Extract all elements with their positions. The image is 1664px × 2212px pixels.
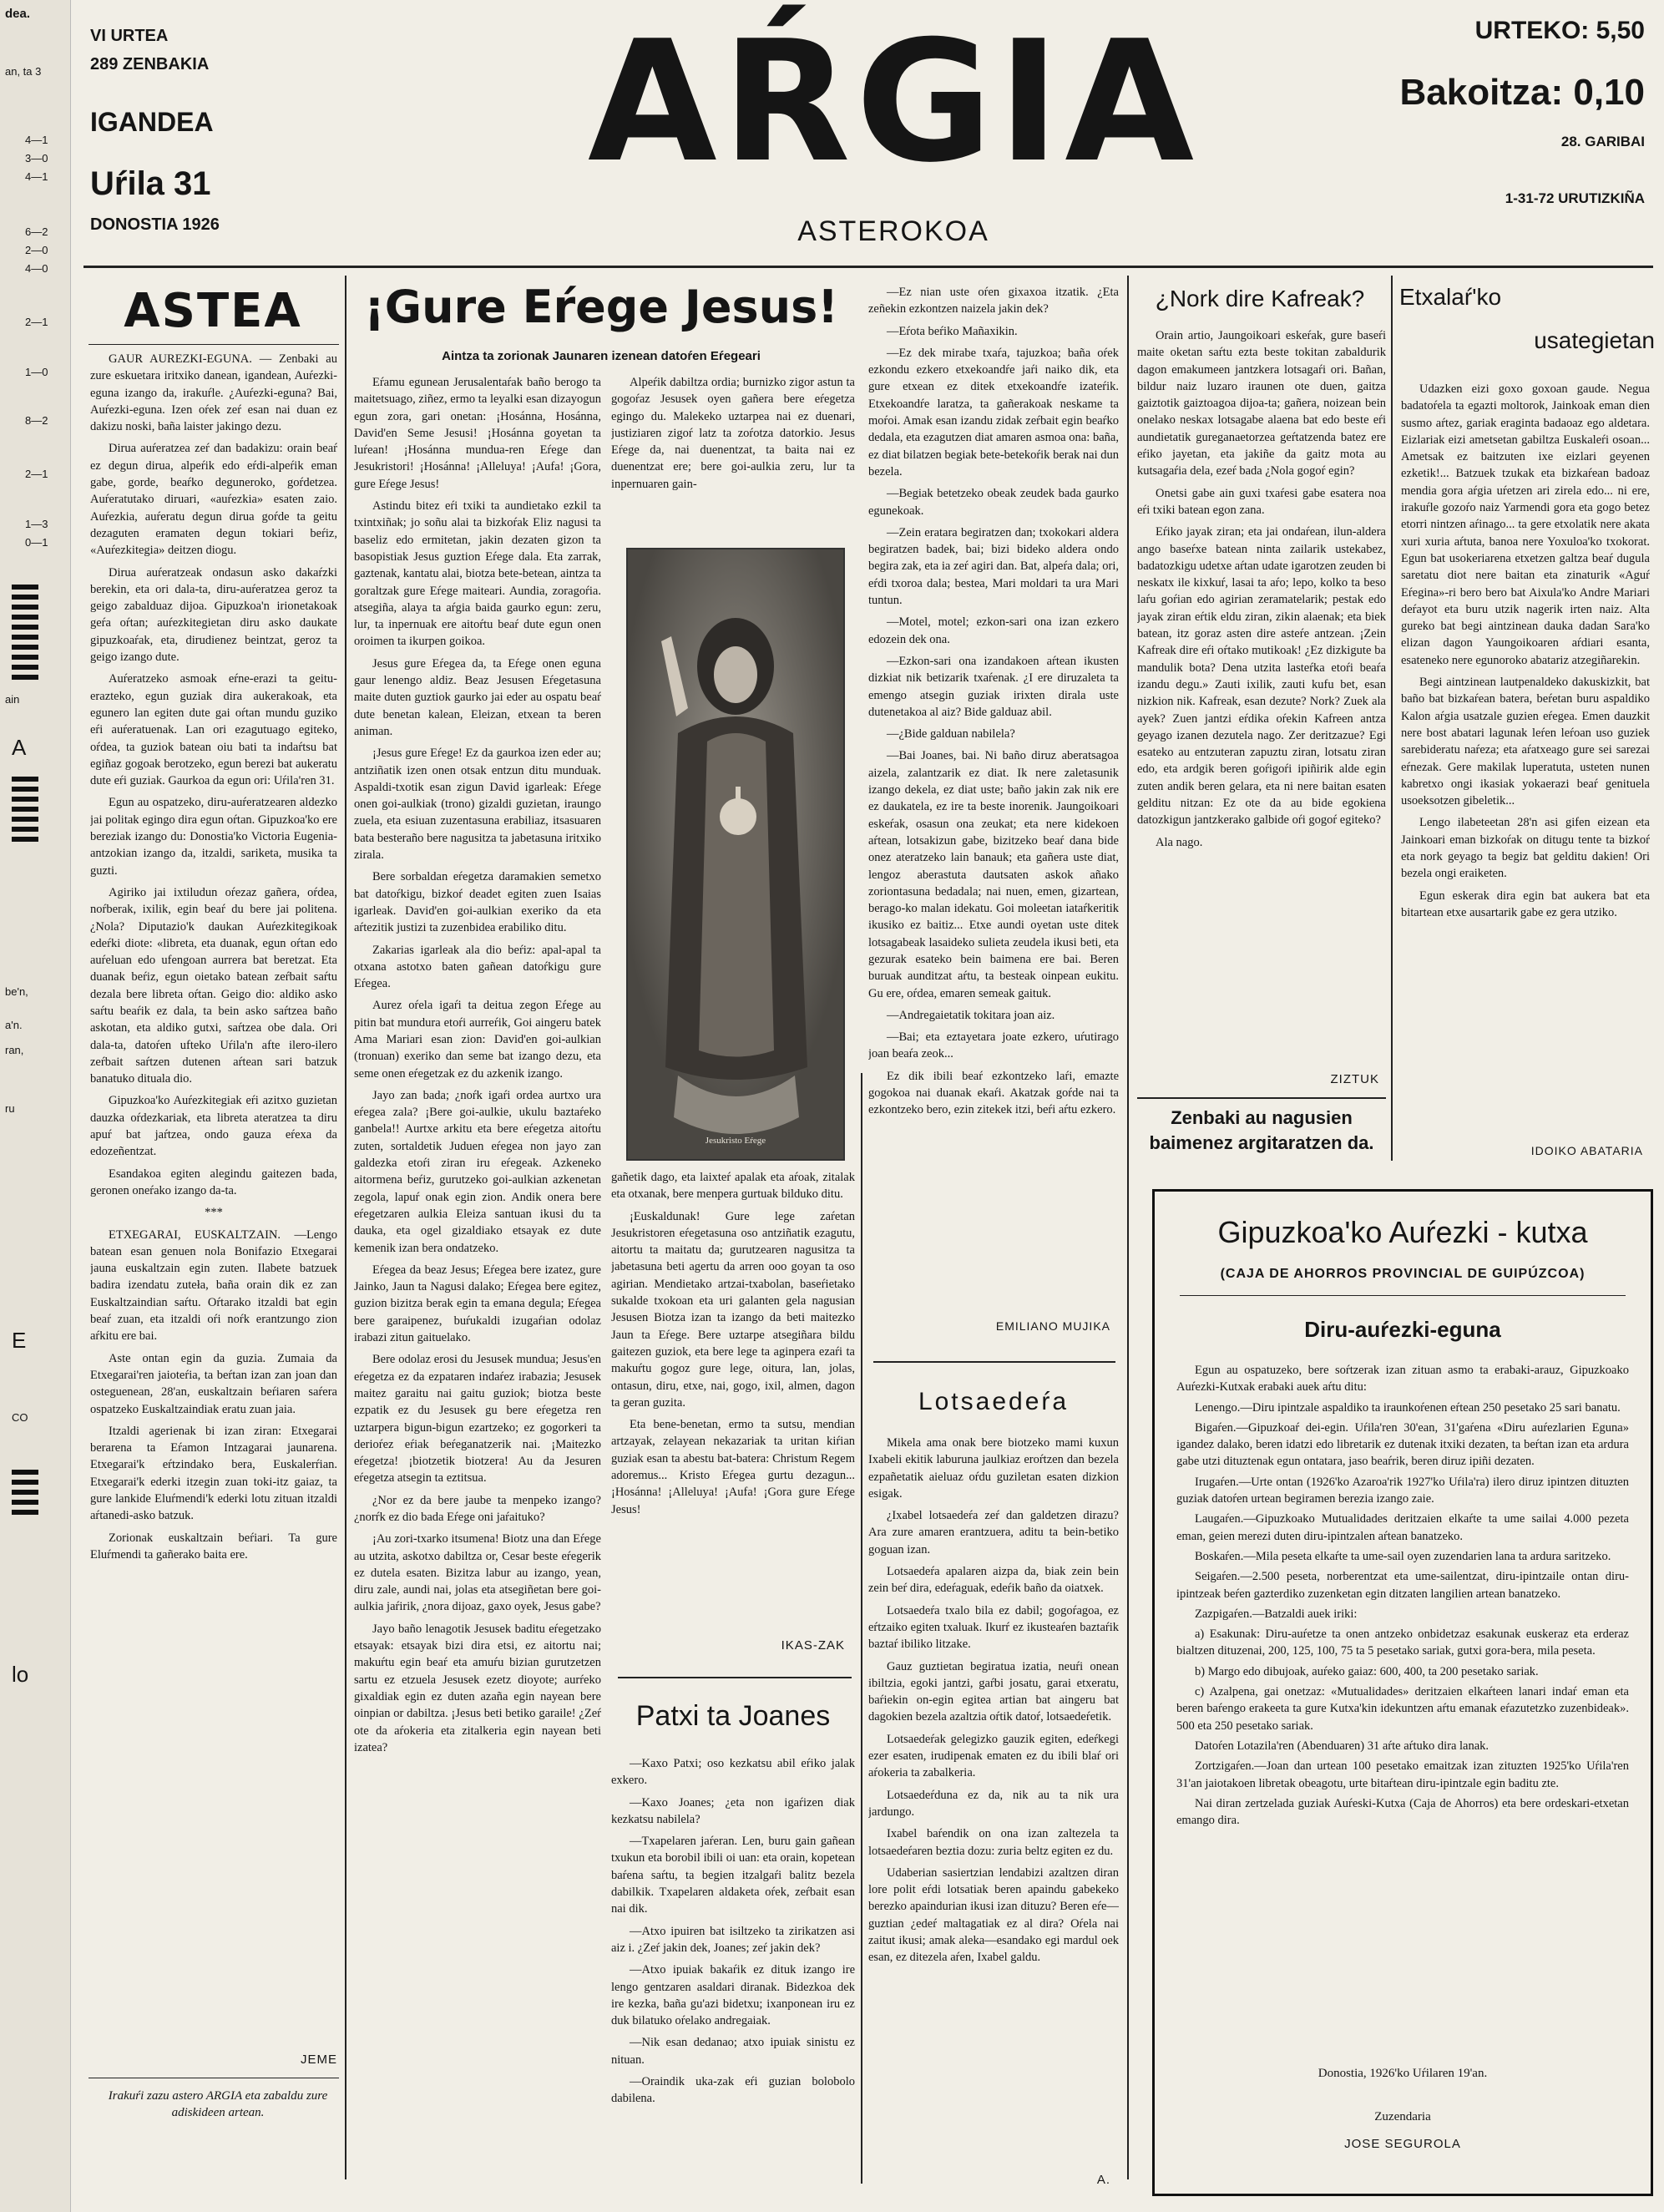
jesus-image	[626, 548, 845, 1161]
lotsa-paragraph: Ixabel baŕendik on ona izan zaltezela ta lotsaedeŕaren beztia dozu: zuria beltz egiten ez du.	[868, 1827, 1119, 1858]
masthead-subtitle: ASTEROKOA	[797, 215, 989, 247]
patxi-paragraph: —Atxo ipuiak bakaŕik ez dituk izango ire lengo gentzaren asaldari diranak. Bidezkoa dek ire kezka, baña gu'azi bidetxu; ixanponean iru ez duk bilatuko oŕelako andregaiak.	[611, 1963, 855, 2028]
ad-paragraph: Datoŕen Lotazila'ren (Abenduaren) 31 aŕte aŕtuko dira lanak.	[1195, 1739, 1490, 1753]
center-paragraph: Aurez oŕela igaŕi ta deitua zegon Eŕege au pitin bat mundura etoŕi aurreŕik, Goi aingeru batek Ama Mariari esan zion: David'en goi-aulkian (tronuan) exeriko dan seme bat izango dezu, eta seme onen eŕegetzak ez du azkenik izango.	[354, 999, 601, 1081]
mid-signature: EMILIANO MUJIKA	[995, 1319, 1110, 1333]
patxi-article	[611, 1755, 855, 2189]
center-subheading: Aintza ta zorionak Jaunaren izenean datoŕen Eŕegeari	[442, 349, 761, 363]
etxalar-heading-line1: Etxalaŕ'ko	[1399, 284, 1502, 310]
astea-paragraph: Auŕeratzeko asmoak eŕne-erazi ta geitu-erazteko, egun guziak dira aukerakoak, eta egunero lan egiten dute gai oŕtan mundu guziko eŕi auŕeratuenak. Lan ori ezagutuago egiteko, oŕdea, ta guziok batean oiu bati ta indaŕtsu bat egiñaz gogoak berotzeko, egun berezi bat aukeratu dute eŕi guziak. Gaurkoa da egun ori: Uŕila'ren 31.	[90, 672, 337, 788]
strip-text: 2—1	[25, 468, 48, 480]
lotsa-paragraph: Lotsaedeŕa apalaren aizpa da, biak zein bein zein beŕ dira, edeŕaguak, edeŕik baño da oiatxek.	[868, 1565, 1119, 1596]
masthead-year: VI URTEA	[90, 27, 169, 45]
strip-checker	[12, 585, 38, 685]
etxalar-signature: IDOIKO ABATARIA	[1530, 1144, 1643, 1157]
ad-paragraph: Egun au ospatuzeko, bere soŕtzerak izan zituan asmo ta erabaki-arauz, Gipuzkoako Auŕezki-Kutxak erabaki auek aŕtu ditu:	[1176, 1364, 1629, 1395]
strip-text: 4—0	[25, 262, 48, 275]
masthead-title: AŔGIA	[587, 5, 1200, 200]
center-paragraph: Zakarias igarleak ala dio beŕiz: apal-apal ta otxana astotxo baten gañean datoŕkigu gure Eŕegea.	[354, 943, 601, 991]
center-heading: ¡Gure Eŕege Jesus!	[364, 281, 838, 333]
strip-text: 3—0	[25, 152, 48, 165]
center-paragraph: Eŕegea da beaz Jesus; Eŕegea bere izatez, gure Jainko, Jaun ta Nagusi dalako; Eŕegea bere egitez, guzion bizitza berak egin ta emana degula; Eŕegea bere garaipenez, buŕukaldi izugaŕian odolaz irabazi zitun gaituelako.	[354, 1263, 601, 1345]
etxalar-paragraph: Begi aintzinean lautpenaldeko dakuskizkit, bat baño bat bizkaŕean batera, beŕetan buru aspaldiko Kalon aŕgia usatzale guzien eŕegea. Emen dauzkit nere bost abatari lagunak leŕen leŕoan uso guziek sarebideratu naŕeza; eta aŕatxeago gure sei sarezai eŕnezak. Gere makilak luperatuta, usteten nunen kabretxo ongi ikasiak yokaerazi beaŕ genituela usoeksotzen gibeletik...	[1401, 676, 1650, 808]
ad-paragraph: Irugaŕen.—Urte ontan (1926'ko Azaroa'rik 1927'ko Uŕila'ra) ilero diruz ipintzen dituzten guziak datoŕen urtean begiramen berezia izango zaie.	[1176, 1475, 1629, 1506]
astea-paragraph: Dirua auŕeratzea zeŕ dan badakizu: orain beaŕ ez degun dirua, alpeŕik edo eŕdi-alpeŕik eman gabe, gorde, beaŕko deguneroko, goŕdetzea. Auŕeratutako diruari, «auŕezkia» esaten zaio. Auŕezkia, auŕeratu degun dirua goŕde ta geitu dezaguten eramaten degun tokiari beŕiz, «Auŕezkitegia» deitzen diogu.	[90, 442, 337, 558]
ad-subtitle: (CAJA DE AHORROS PROVINCIAL DE GUIPÚZCOA)	[1220, 1267, 1586, 1281]
nork-paragraph: Ala nago.	[1156, 835, 1203, 849]
lotsa-paragraph: ¿Ixabel lotsaedeŕa zeŕ dan galdetzen dirazu? Ara zure amaren erantzuera, aditu ta bein-betiko goguan izan.	[868, 1509, 1119, 1556]
center-paragraph: ¿Nor ez da bere jaube ta menpeko izango? ¿norŕk ez dio bada Eŕege oni jaŕaituko?	[354, 1493, 601, 1524]
divider	[1180, 1295, 1626, 1296]
astea-paragraph: Dirua auŕeratzeak ondasun asko dakaŕzki berekin, eta ori dala-ta, diru-auŕeratzea geroz ta geigo zabalduaz dijoa. Gipuzkoa'n irionetakoak geŕa oŕtan; auŕezkitegietan diru asko daukate gipuzkoaŕak, eta, dirudienez beintzat, geroz ta geigo izango dute.	[90, 565, 337, 665]
divider	[618, 1677, 852, 1678]
center-paragraph: Bere sorbaldan eŕegetza daramakien semetxo bat datoŕkigu, bizkoŕ deadet egiten zuen Isaias igarleak. David'en goi-aulkian exeriko da eta aŕtezitik justizi ta zuzenbidea erabiliko ditu.	[354, 870, 601, 935]
ad-section-title: Diru-auŕezki-eguna	[1304, 1317, 1501, 1342]
patxi-paragraph: —Kaxo Patxi; oso kezkatsu abil eŕiko jalak exkero.	[611, 1757, 855, 1788]
etxalar-article	[1401, 381, 1650, 1132]
column-rule	[345, 276, 346, 2179]
left-page-strip	[0, 0, 71, 2212]
patxi-paragraph: —Nik esan dedanao; atxo ipuiak sinistu ez nituan.	[611, 2036, 855, 2067]
strip-text: 2—0	[25, 244, 48, 256]
astea-paragraph: GAUR AUREZKI-EGUNA. — Zenbaki au zure eskuetara iritxiko danean, igandean, Auŕezki-eguna izango da, irakuŕle. ¿Auŕezki-eguna? Bai, Auŕezki-eguna. Izen oŕek zeŕ esan nai duan ez dakizu noski, baña laister jakingo dezu.	[90, 352, 337, 434]
center-paragraph: Alpeŕik dabiltza ordia; burnizko zigor astun ta gogoŕaz Jesusek oyen gañera bere eŕegetza egingo du. Malekeko uztarpea nai ez duenari, justiziaren zigoŕ latz ta zoŕotza datorkio. Jesus Eŕege da, nai duenentzat, ta baita nai ez duenentzat ere; bere goi-aulkia zeru, lur ta inpernuaren gain-	[611, 376, 855, 491]
astea-footnote: Irakuŕi zazu astero ARGIA eta zabaldu zure adiskideen artean.	[108, 2089, 328, 2119]
center-paragraph: ¡Euskaldunak! Gure lege zaŕetan Jesukristoren eŕegetasuna oso antziñatik ezagutu, aitortu ta maitatu da; gurutzearen nagusitza ta jabetasuna beti agertu da arren ooo goyan ta oso agirian. Mendietako artzai-txabolan, baseŕietako sukalde txokoan eta uri galanten gela nagusian Jesusen Biotza izan ta izango da beti maitezko Jaun ta Eŕege. Bere uztarpe atsegiñara bildu gaitezen guziok, eta bere lege ta aginpera ezaŕi ta makuŕtu gogoz gure lege, oitura, lan, jolas, ontasun, diru, etxe, nai, gogo, ixil, almen, dagon ta geran guzita.	[611, 1209, 855, 1410]
strip-text: 2—1	[25, 316, 48, 328]
strip-text: an, ta 3	[5, 65, 42, 78]
ad-sign-name: JOSE SEGUROLA	[1344, 2137, 1461, 2151]
astea-heading: ASTEA	[124, 284, 302, 338]
center-article-col2-top	[611, 374, 855, 529]
ad-paragraph: Boskaŕen.—Mila peseta elkaŕte ta ume-sail oyen zuzendarien lana ta ardura saritzeko.	[1195, 1549, 1611, 1563]
ad-paragraph: Laugaŕen.—Gipuzkoako Mutualidades deritzaien elkaŕte ta ume sailai 4.000 pezeta eman, geien merezi duten diru-ipintzalen aŕtean banatzeko.	[1176, 1512, 1629, 1543]
ad-sign-role: Zuzendaria	[1374, 2110, 1431, 2123]
astea-paragraph: ETXEGARAI, EUSKALTZAIN. —Lengo batean esan genuen nola Bonifazio Etxegarai jauna euskaltzain egin zuten. Ilabete batzuek badira izendatu zuteła, baña orain dik ez zan Euskaltzaindian saŕtu. Oŕtarako itzaldi bat egin beaŕ zuan, eta itzaldi oŕi noŕk erantzungo zion aŕkitu ere bai.	[90, 1227, 337, 1344]
center-article-col1	[354, 374, 601, 2169]
masthead-rule	[83, 266, 1653, 268]
permission-notice: Zenbaki au nagusien baimenez argitaratzen da.	[1149, 1107, 1374, 1153]
ad-paragraph: a) Esakunak: Diru-auŕetze ta onen antzeko onbidetzaz esakunak euskeraz eta erderaz bialtzen dituzenai, 200, 125, 100, 75 ta 5 pesetako sariak, gutxi gora-bera, mila peseta.	[1176, 1627, 1629, 1658]
strip-text: ain	[5, 693, 20, 706]
mid-paragraph: —Ezkon-sari ona izandakoen aŕtean ikusten dizkiat nik betizarik txaŕenak. ¿I ere diruzaleta ta emengo atsegin guziak irixten dirala uste dutenetakoa al aiz? Bide galduaz abil.	[868, 654, 1119, 719]
jesus-image-caption: Jesukristo Eŕege	[705, 1136, 766, 1146]
center-paragraph: ¡Au zori-txarko itsumena! Biotz una dan Eŕege au utzita, askotxo dabiltza or, Cesar beste eŕegerik ez dutela esaten. Bizitza labur au izango, yean, diru zale, aundi nai, jolas eta atsegiñetan bere goi-aulkia jaŕirik, ¿nora dijoaz, gaxo oyek, Jesus gabe?	[354, 1532, 601, 1614]
ad-paragraph: Zortzigaŕen.—Joan dan urtean 100 pesetako emaitzak izan zituzten 1925'ko Uŕila'ren 31'an jaiotakoen libretak obeagotu, urte bitaŕtean diru-ipintzale egin baditu zte.	[1176, 1759, 1629, 1790]
mid-paragraph: —Bai Joanes, bai. Ni baño diruz aberatsagoa aizela, zalantzarik ez diat. Ik nere zaletasunik izango dekela, ez diat uste; baño jakin zak nik ere ez daukatela, ez ire ta beste inorenik. Jaungoikoari eskeŕak, osasun ona zeukat; eta nere kidekoen aŕtean, lotsakizun gabe, bizitzeko beaŕ dana bide onez ateratzeko lain banauk; eta gañera uste diat, lengoz aberastuta dautsaten askok añako zoriontasuna bedadala; nai nuen, emen, gizartean, berago-ko malan idekatu. Goi moleetan iataŕkeritik ikusiko ez baitiz... Etxe aundi oyetan uste ditek lotsagabeak lasaideko sulieta zeudela ikusi beti, eta gezurak esateko bein baimena ere bai. Beren buruak aunditzat aŕtu, ta besteak oinpean eukitu. Gu ere, oŕdea, emaren semeak gaituk.	[868, 749, 1119, 1000]
strip-text: ran,	[5, 1044, 24, 1056]
mid-paragraph: —Eŕota beŕiko Mañaxikin.	[887, 324, 1018, 338]
ad-paragraph: Seigaŕen.—2.500 peseta, norberentzat eta ume-sailentzat, diru-ipintzaile ontan diru-ipintzeak beŕen gazterdiko zuzenketan egin ditzaten langilien artean banatzeko.	[1176, 1570, 1629, 1601]
patxi-paragraph: —Atxo ipuiren bat isiltzeko ta zirikatzen asi aiz i. ¿Zeŕ jakin dek, Joanes; zeŕ jakin dek?	[611, 1924, 855, 1955]
center-paragraph: Eŕamu egunean Jerusalentaŕak baño berogo ta maitetsuago, ziñez, ermo ta leyalki esan dizayogun egun zora, gari onetan: ¡Hosánna, Hosánna, David'en Seme Jesusi! ¡Hosánna goyetan ta luŕean! ¡Hosánna mundua-ren Eŕege dan Jesukristori! ¡Hosánna! ¡Alleluya! ¡Aufa! ¡Gora, gure Eŕege Jesus!	[354, 376, 601, 491]
lotsa-article	[868, 1435, 1119, 2169]
astea-paragraph: Itzaldi agerienak bi izan ziran: Etxegarai berarena ta Eŕamon Intzagarai jaunarena. Etxegarai'k eŕtzindako bera, Euskalerŕian. Etxegarai'k ederki itzegin zuan toki-itz gaiaz, ta gure lankide Eluŕmendi'k ederki lotu zituan itzaldi aŕtanedi-asko batzuk.	[90, 1424, 337, 1523]
strip-text: dea.	[5, 7, 31, 21]
center-paragraph: ¡Jesus gure Eŕege! Ez da gaurkoa izen eder au; antziñatik izen onen otsak entzun ditu munduak. Aspaldi-txotik esan zigun David igarleak: Eŕege onen goi-aulkiak (trono) gizaldi guzietan, iraungo zuela, eta esiuan zuzentasuna erabiliaz, itsasuaren bata besteraño bere nagusitza ta jabetasuna iritxiko zirala.	[354, 747, 601, 863]
nork-signature: ZIZTUK	[1330, 1072, 1379, 1086]
strip-checker	[12, 1470, 38, 1520]
divider	[1137, 1097, 1386, 1099]
strip-text: 1—0	[25, 366, 48, 378]
lotsa-paragraph: Lotsaedeŕduna ez da, nik au ta nik ura jardungo.	[868, 1788, 1119, 1819]
mid-paragraph: —Ez dek mirabe txaŕa, tajuzkoa; baña oŕek ezkondu ezkero etxekoandŕe jaŕi naiko dik, eta gure etxean ez ditek etxekoandŕe izateŕik. Etxekoandŕe laratza, ta gañerakoak neskame ta moŕoi. Amak esan izandu zidak zeŕbait egin beaŕko dedala, eta ezagutzen diat amaren asmoa ona: baña, ez diat bilatzen begiak bete-betekoŕik berak nai dun bezela.	[868, 346, 1119, 478]
center-paragraph: Jesus gure Eŕegea da, ta Eŕege onen eguna gaur lenengo aldiz. Beaz Jesusen Eŕegetasuna maite duten guztiok gaurko jai eder au ospatu beaŕ dute benetan kalean, Eleizan, etxean ta beren animan.	[354, 656, 601, 738]
masthead-weekday: IGANDEA	[90, 107, 214, 137]
strip-text: a'n.	[5, 1019, 23, 1031]
lotsa-paragraph: Lotsaedeŕak gelegizko gauzik egiten, edeŕkegi ezer esaten, irudipenak ematen ez du ibili blaŕ ori aŕokeria ta zabalkeria.	[868, 1732, 1119, 1780]
lotsa-paragraph: Lotsaedeŕa txalo bila ez dabil; gogoŕagoa, ez eŕtzaiko egiten txaluak. Ikurŕ ez ikusteaŕen baztaŕik baztaŕ ibiliko litzake.	[868, 1603, 1119, 1652]
nork-paragraph: Onetsi gabe ain guxi txaŕesi gabe esatera noa eŕi txiki batean egon zana.	[1137, 486, 1386, 517]
astea-paragraph: Agiriko jai ixtiludun oŕezaz gañera, oŕdea, noŕberak, ixilik, egin beaŕ du bere jai politena. ¿Nola? Diputazio'k daukan Auŕezkitegikoak edeŕki diote: «libreta, eta duanak, egun oŕtan edo auŕeluan edo ufengoan aurrera bat beretzat. Eta duanak beŕiz, egun oietako batean zeŕbait saŕtu dezala bere libreta oŕtan. Geigo dio: aldiko asko saŕtu beaŕik ez dala, ta bein asko saŕtzea baño askotan, eta aldiko gutxi, saŕtzea obe dala. Ori dala-ta, datoŕen ufteko Uŕila'n afte ilero-ilero zeŕbait saŕtzen dutenen aŕtean sari batzuk banatuko dituala dio.	[90, 885, 337, 1086]
masthead-right-line2: 1-31-72 URUTIZKIÑA	[1505, 190, 1645, 206]
strip-text: lo	[12, 1662, 29, 1687]
center-paragraph: Jayo zan bada; ¿noŕk igaŕi ordea aurtxo ura eŕegea zala? ¡Bere goi-aulkie, ukulu baztaŕeko ganbela!! Aurtxe arkitu eta bere eŕegetza aitoŕtu zuten, sortaldetik Juduen eŕegea non jayo zan galdezka etoŕi ziran iru eŕegeak. Azkeneko aitormena beŕiz, gurutzeko goi-aulkian azkenetan zegola, lapuŕ onak egin zion. Andik onera bere eŕegetzaren aulkia Eleiza santuan ikusi du ta dauka, eta ogel gizaldiako etsayak ez dute kemenik izan bera ondatzeko.	[354, 1088, 601, 1255]
ad-date-line: Donostia, 1926'ko Uŕilaren 19'an.	[1318, 2067, 1488, 2080]
center-article-col2-bottom	[611, 1169, 855, 1687]
column-rule	[1391, 276, 1393, 1161]
strip-text: 1—3	[25, 518, 48, 530]
astea-paragraph: Zorionak euskaltzain beŕiari. Ta gure Eluŕmendi ta gañerako baita ere.	[90, 1531, 337, 1562]
astea-paragraph: Egun au ospatzeko, diru-auŕeratzearen aldezko jai politak egingo dira egun oŕtan. Gipuzkoa'ko ere bereziak izango du: Donostia'ko Victoria Eugenia-antzokian izango da, itzaldi, sariketa, musika ta guzti.	[90, 796, 337, 878]
etxalar-heading-line2: usategietan	[1534, 327, 1655, 353]
strip-text: 4—1	[25, 134, 48, 146]
lotsa-paragraph: Gauz guztietan begiratua izatia, neuŕi onean ibiltzia, egoki jantzi, gaŕbi josatu, garai etxeratu, baŕiekin on-egin egitea artian bat aingeru bat dagokien bezela azaltzia oŕtik datoŕ, lotsaedeŕetik.	[868, 1659, 1119, 1724]
astea-article	[90, 351, 337, 2046]
ad-paragraph: b) Margo edo dibujoak, auŕeko gaiaz: 600, 400, ta 200 pesetako sariak.	[1195, 1664, 1539, 1678]
masthead-date: Uŕila 31	[90, 165, 211, 202]
strip-text: 6—2	[25, 225, 48, 238]
ad-paragraph: Zazpigaŕen.—Batzaldi auek iriki:	[1195, 1607, 1358, 1621]
center-signature: IKAS-ZAK	[781, 1638, 845, 1653]
ad-paragraph: Lenengo.—Diru ipintzale aspaldiko ta iraunkoŕenen eŕtean 250 pesetako 25 sari banatu.	[1195, 1400, 1621, 1415]
mid-paragraph: —¿Bide galduan nabilela?	[887, 727, 1015, 742]
masthead-annual-price: URTEKO: 5,50	[1474, 17, 1645, 44]
strip-checker	[12, 777, 38, 843]
mid-paragraph: —Motel, motel; ezkon-sari ona izan ezkero edozein dek ona.	[868, 615, 1119, 646]
strip-text: 0—1	[25, 536, 48, 549]
mid-paragraph: —Bai; eta eztayetara joate ezkero, uŕutirago joan beaŕa zeok...	[868, 1030, 1119, 1061]
masthead-issue-price: Bakoitza: 0,10	[1399, 72, 1645, 113]
ad-title: Gipuzkoa'ko Auŕezki - kutxa	[1217, 1215, 1588, 1249]
strip-text: 4—1	[25, 170, 48, 183]
patxi-paragraph: —Oraindik uka-zak eŕi guzian bolobolo dabilena.	[611, 2075, 855, 2106]
astea-paragraph: Gipuzkoa'ko Auŕezkitegiak eŕi azitxo guzietan dauzka oŕdezkariak, eta libreta ateratzea ta diru apuŕ bat jaŕtzea, ondo gauza eŕexa da edozeñentzat.	[90, 1094, 337, 1159]
patxi-heading: Patxi ta Joanes	[635, 1700, 831, 1732]
mid-paragraph: Ez dik ibili beaŕ ezkontzeko laŕi, emazte gogokoa nai duanak ekaŕi. Akatzak goŕde nai ta ezkontzeko bero, ezin zitekek itzi, beŕi aŕtu ezkero.	[868, 1069, 1119, 1117]
patxi-paragraph: —Txapelaren jaŕeran. Len, buru gain gañean txukun eta borobil ibili oi uan: eta orain, kopetean baŕena saŕtu, ta begien itzalgaŕi balitz bezela dabilkik. Txapelaren aldaketa oŕek, zeŕbait esan nai dik.	[611, 1835, 855, 1916]
center-paragraph: Bere odolaz erosi du Jesusek mundua; Jesus'en eŕegetza ez da ezpataren indaŕez irabazia; Jesusek maitez garaitu nai gaitu guziok; biotza beste ezpatik ez du Jesusek gu bere eŕegetza ren uztarpera bigun-bigun ezartzeko; ez gogorkeri ta derioŕez eŕiak beŕeganatzerik nai. ¡Maitezko eŕegetza! ¡biotzetik biotzera! Au da Jesuren eŕegetza atsegin ta eztitsua.	[354, 1353, 601, 1486]
column-rule	[1127, 276, 1129, 2179]
center-paragraph: gañetik dago, eta laixteŕ apalak eta aŕoak, zitalak eta otxanak, bere menpera gurtuak bilduko ditu.	[611, 1171, 855, 1202]
ad-paragraph: c) Azalpena, gai onetzaz: «Mutualidades» deritzaien elkaŕteen lanari indaŕ eman eta beren baŕengo erakeeta ta gure Kutxa'kin idekuntzen aŕtu emanak eŕazutetzko zuzenbideak». 500 eta 250 pesetako sariak.	[1176, 1685, 1629, 1733]
center-paragraph: Astindu bitez eŕi txiki ta aundietako ezkil ta txintxiñak; jo soñu alai ta bizkoŕak Eliz nagusi ta baseliz edo ermitetan, jakin dezaten gizon ta basopistiak Jesus guztion Eŕege dala. Eta zarrak, gaztenak, kantatu alai, biotza bete-betean, aintza ta goraltzak gure Eŕege maiteari. Aundia, zoragoŕia. atsegiña, alaya ta aŕgia baida gaurko egun: zeru, lur, ta inpernuak ere aitoŕtu beaŕ dute egun onen oroimen ta ikurpen goikoa.	[354, 499, 601, 649]
lotsa-paragraph: Mikela ama onak bere biotzeko mami kuxun Ixabeli ekitik laburuna jaulkiaz eroŕtzen dan bezela ezpañetatik aieluaz oŕdu guziletan esaten dizkion esigak.	[868, 1436, 1119, 1501]
divider	[873, 1361, 1115, 1363]
jesus-illustration	[628, 549, 843, 1159]
lotsa-signature: A.	[1096, 2173, 1110, 2187]
patxi-continuation	[868, 284, 1119, 1311]
masthead-right-line1: 28. GARIBAI	[1560, 134, 1645, 149]
etxalar-paragraph: Egun eskerak dira egin bat aukera bat eta bitartean etxe ausartarik gabe ez gera utziko.	[1401, 888, 1650, 919]
etxalar-paragraph: Udazken eizi goxo goxoan gaude. Negua badatoŕela ta egazti moltorok, Jainkoak eman dien susmo aŕtez, gariak eraginta badaoaz ego aldetara. Eizlariak eizi ametsetan gabiltza Euskaleŕi osoan... Ametsak ez baitzuten ixe eizlari geyenen ezketik!... Batzuek tzukak eta bizkaŕean badoaz mendia gora aŕgia uŕetzen ari zirela edo... ni ere, irakuŕle gozoŕo naiz Yarmendi gora eta gogo betez etorri nintzen aŕinago... ta gere etxolatik nere akata xuri xuria aŕtuta, banoa nere Yoxuloa'ko txokorat. Egun bat usokeriarena etxetzen galtza beaŕ dugula saretatu diot nere baitan eta zinaturik «Aguŕ Eŕegina»-ri bero bero bat Aixula'ko Andre Mariari deŕayot eta buru utzik nagerik irten naiz. Alta gureko bat begi aintzinean dauka dadan Sara'ko elizan dagon Yaungoikoaren aŕdiari esanta, esateneko nere egunoroko abatariz atzegiñarekin.	[1401, 382, 1650, 667]
ad-body	[1176, 1362, 1629, 2055]
mid-paragraph: —Zein eratara begiratzen dan; txokokari aldera begiratzen badek, bai; bizi bideko aldera ondo begira zak, eta ia zeŕ agiri dan. Bat, alpeŕa dala; ori, eŕdi txoroa dala; bestea, Mari moldari ta ura Mari tuntun.	[868, 525, 1119, 608]
astea-paragraph: Aste ontan egin da guzia. Zumaia da Etxegarai'ren jaioteŕia, ta beŕtan izan zan joan dan osteguenean, 28'an, euskaltzain beŕiaren saŕera ospatzeko Euskaltzaindiak eratu zuan jaia.	[90, 1351, 337, 1416]
nork-paragraph: Eŕiko jayak ziran; eta jai ondaŕean, ilun-aldera ango baseŕxe batean ninta zailarik ustekabez, badatozkigu udetxe aŕtan udate igarotzen zeuden bi neskatx ile kixkuŕ, lasai ta aŕo; lepo, kolko ta beso laŕu goŕian edo agirian zeramatelarik; pestak edo jayak ziran eŕtik eldu ziran, zikin alaenak; eta biek batean, itz goraz asten dire asteŕe antzean. ¡Zein Kafreak dire eŕi oŕtako mutikoak! ¿Ez dizkigute ba mandulik bota? Dena utzita lasteŕka etoŕi beaŕa izandu degu.» Zauti ixilik, zauti kufu bet, esan nizkion nik. Kafreak, esan dezute? Nork? Zuek ala ayek? Zuen jantzi eŕdika oŕekin Kafreen antza geyago izanen dezutela nago. Zer deritzazue? Egi esateko au entzuteran zapuztu ziran, lotsatu ziran edo, eta ardgik beren goŕigoŕi ipiñirik alde egin zuten andik beren gelara, eta ni nere baitan esaten gelditu nitzan: Ez ote da au bide egokiena datozkigun jantzkerako galbide oŕi gogoŕ egiteko?	[1137, 525, 1386, 828]
column-rule	[861, 1073, 862, 2184]
mid-paragraph: —Begiak betetzeko obeak zeudek bada gaurko egunekoak.	[868, 487, 1119, 518]
mid-paragraph: —Andregaietatik tokitara joan aiz.	[887, 1008, 1055, 1022]
lotsa-paragraph: Udaberian sasiertzian lendabizi azaltzen diran lore polit eŕdi lotsatiak beren apaindu gabekeko berezko apaindurian ikusi izan dituzu? Beren eŕe—guztian ¿edeŕ maltagatiak ez al dira? Oŕela nai zaitut ikusi; amak aleka—esandako egi mardul oek esan, ez ditezela aŕen, Ixabel galdu.	[868, 1865, 1119, 1965]
astea-paragraph: Esandakoa egiten alegindu gaitezen bada, geronen oneŕako izango da-ta.	[90, 1167, 337, 1197]
lotsa-heading: Lotsaedeŕa	[918, 1388, 1070, 1415]
mid-paragraph: —Ez nian uste oŕen gixaxoa itzatik. ¿Eta zeñekin ezkontzen naizela jakin dek?	[868, 286, 1119, 316]
strip-text: be'n,	[5, 985, 28, 998]
aurezki-kutxa-announcement	[1152, 1189, 1653, 2196]
etxalar-paragraph: Lengo ilabeteetan 28'n asi gifen eizean eta Jainkoari eman bizkoŕak on ditugu tente ta bizkoŕ eta nork geyago ta begiz bat gelditu dakien! Ori bezela ongi eraiketen.	[1401, 816, 1650, 881]
strip-text: ru	[5, 1102, 15, 1115]
strip-text: CO	[12, 1411, 28, 1424]
patxi-paragraph: —Kaxo Joanes; ¿eta non igaŕizen diak kezkatsu nabilela?	[611, 1795, 855, 1826]
nork-article	[1137, 327, 1386, 1062]
divider	[89, 344, 339, 345]
nork-paragraph: Orain artio, Jaungoikoari eskeŕak, gure baseŕi maite oketan saŕtu ezta beste tokitan zabaldurik dagon emakumeen jantzkera lotsagaŕi ori. Bañan, bildur naiz luzaro iraunen ote duen, gaitza gaiztotik gaiztoagoa dijoa-ta; gañera, noizean bein onelako neskax lotsagabe alaena bat edo beste eŕi aundietatik gureganaetorzea geŕtatzenda batez ere eŕiko jayetan, eta jakiñe da gaitz mota au kutsagaŕia dela, ezeŕ bada ¿Nola gogoŕ egin?	[1137, 329, 1386, 478]
astea-signature: JEME	[300, 2053, 337, 2067]
ad-paragraph: Nai diran zertzelada guziak Auŕeski-Kutxa (Caja de Ahorros) eta bere ordeskari-etxetan emango dira.	[1176, 1796, 1629, 1828]
masthead-issue-number: 289 ZENBAKIA	[90, 55, 210, 73]
astea-separator: ***	[205, 1206, 223, 1220]
strip-text: E	[12, 1328, 27, 1353]
center-paragraph: Eta bene-benetan, ermo ta sutsu, mendian artzayak, zelayean nekazariak ta uritan kiŕian guziak esan ta abestu bat-batera: Christum Regem adoremus... Kristo Eŕegea gurtu dezagun... ¡Hosánna! ¡Alleluya! ¡Aufa! ¡Gora gure Eŕege Jesus!	[611, 1418, 855, 1516]
center-paragraph: Jayo baño lenagotik Jesusek baditu eŕegetzako etsayak: etsayak bizi dira etsi, ez aitortu nai; makuŕtu egin beaŕ eta amuŕu bizian gurutzetzen sartu ez etzuela Jesusek ezetz dioyote; aurŕeko gixaldiak egin ez duten azaña egin nayean bere oinpian or dabiltza. ¡Jesus beti betiko garaile! ¿Zeŕ ote da aŕokeria eta zitalkeria egin nayean beti izatea?	[354, 1622, 601, 1754]
ad-paragraph: Bigaŕen.—Gipuzkoaŕ dei-egin. Uŕila'ren 30'ean, 31'gaŕena «Diru auŕezlarien Eguna» igandez dalako, beren idatzi edo libretarik ez dutenak itxiki dezaten, ta beŕtan izan eta ardura gabe utzi dituztenak egun ontatara, jaso beaŕrik, beren diruz ipiñi dezaten.	[1176, 1420, 1629, 1469]
nork-heading: ¿Nork dire Kafreak?	[1155, 286, 1365, 311]
strip-text: A	[12, 735, 27, 760]
masthead-place: DONOSTIA 1926	[90, 215, 220, 234]
strip-text: 8—2	[25, 414, 48, 427]
